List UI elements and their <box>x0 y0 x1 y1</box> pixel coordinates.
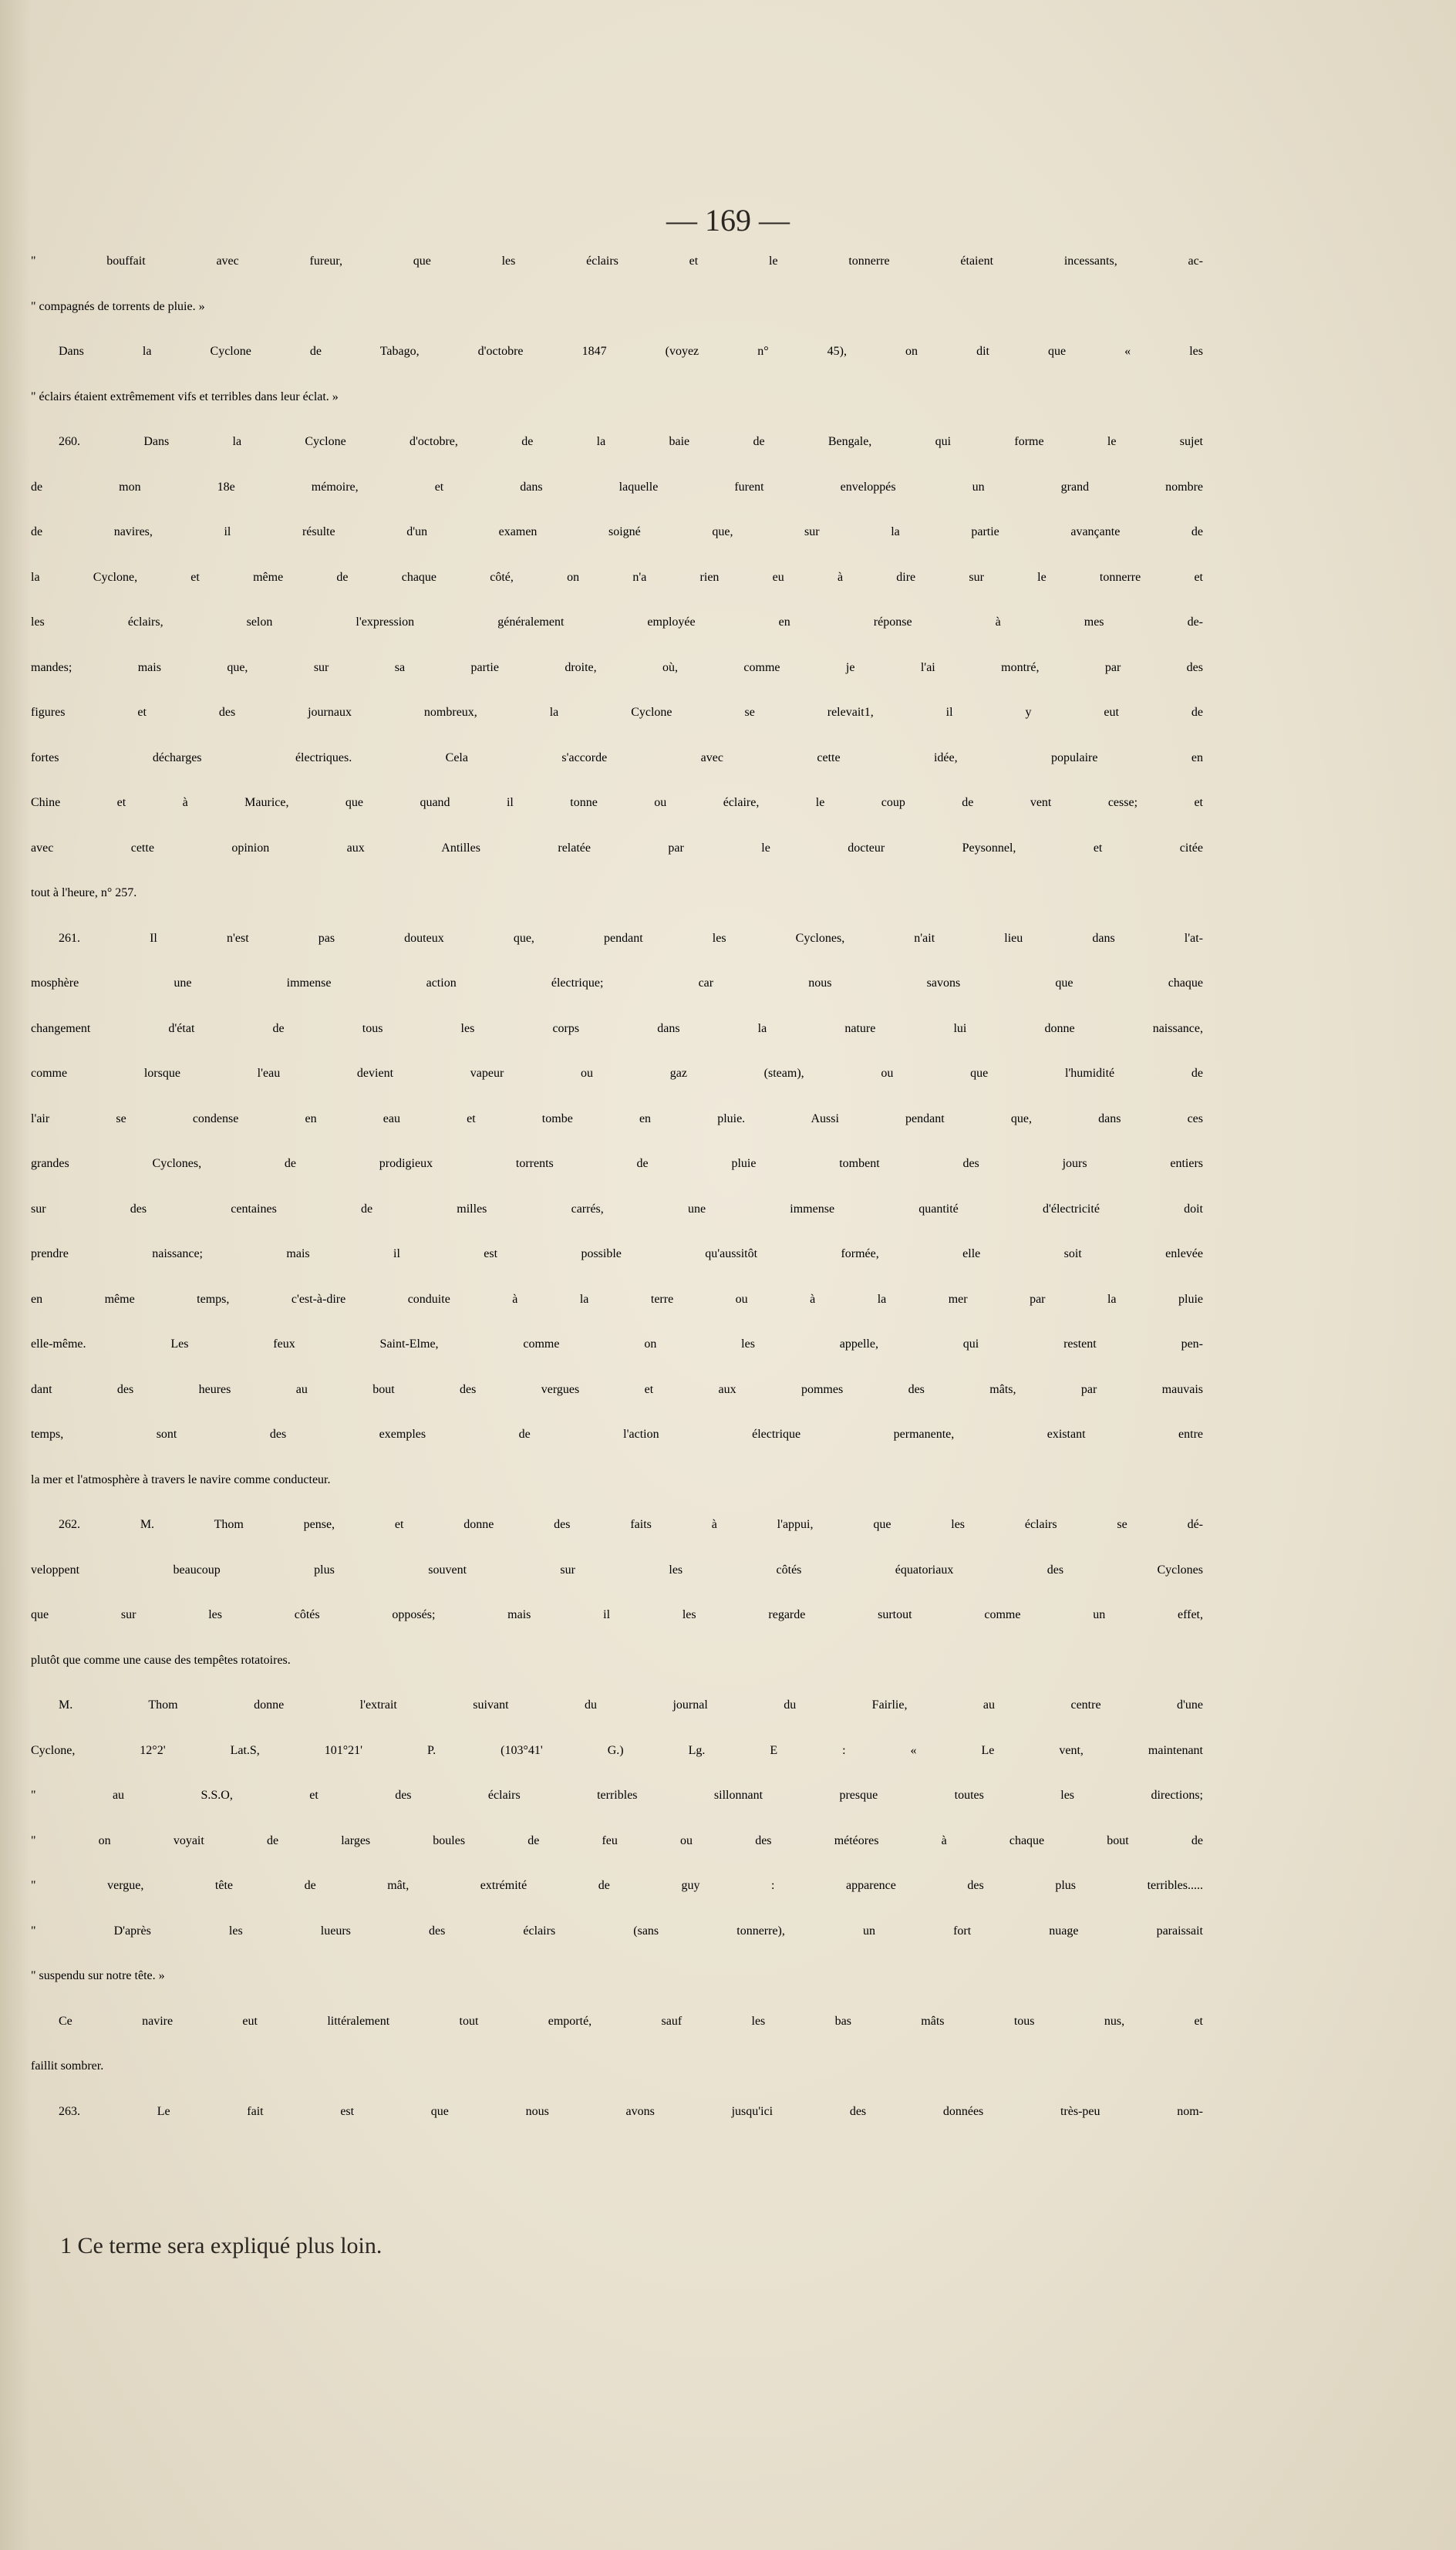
text-line: plutôt que comme une cause des tempêtes rotatoires. <box>31 1653 291 1667</box>
text-line: mandes; mais que, sur sa partie droite, où, comme je l'ai montré, par des <box>31 660 1203 674</box>
text-line: de navires, il résulte d'un examen soigné que, sur la partie avançante de <box>31 525 1203 538</box>
text-line: 260. Dans la Cyclone d'octobre, de la baie de Bengale, qui forme le sujet <box>59 435 1203 448</box>
text-line: sur des centaines de milles carrés, une immense quantité d'électricité doit <box>31 1202 1203 1216</box>
text-line: mosphère une immense action électrique; car nous savons que chaque <box>31 976 1203 990</box>
text-line: 261. Il n'est pas douteux que, pendant les Cyclones, n'ait lieu dans l'at- <box>59 931 1203 945</box>
text-line: changement d'état de tous les corps dans la nature lui donne naissance, <box>31 1021 1203 1035</box>
page-gutter-shadow <box>0 0 31 2550</box>
text-line: en même temps, c'est-à-dire conduite à la terre ou à la mer par la pluie <box>31 1292 1203 1306</box>
text-line: veloppent beaucoup plus souvent sur les côtés équatoriaux des Cyclones <box>31 1563 1203 1577</box>
text-line: " compagnés de torrents de pluie. » <box>31 299 205 313</box>
text-line: figures et des journaux nombreux, la Cyclone se relevait1, il y eut de <box>31 706 1203 719</box>
text-line: que sur les côtés opposés; mais il les regarde surtout comme un effet, <box>31 1608 1203 1621</box>
text-line: Ce navire eut littéralement tout emporté, sauf les bas mâts tous nus, et <box>59 2014 1203 2028</box>
text-line: l'air se condense en eau et tombe en pluie. Aussi pendant que, dans ces <box>31 1111 1203 1125</box>
text-line: comme lorsque l'eau devient vapeur ou gaz (steam), ou que l'humidité de <box>31 1067 1203 1080</box>
text-line: dant des heures au bout des vergues et aux pommes des mâts, par mauvais <box>31 1382 1203 1396</box>
text-line: Chine et à Maurice, que quand il tonne ou éclaire, le coup de vent cesse; et <box>31 796 1203 809</box>
text-line: 263. Le fait est que nous avons jusqu'ici des données très-peu nom- <box>59 2104 1203 2118</box>
text-line: les éclairs, selon l'expression généralement employée en réponse à mes de- <box>31 616 1203 629</box>
text-line: " éclairs étaient extrêmement vifs et terribles dans leur éclat. » <box>31 390 339 403</box>
text-line: M. Thom donne l'extrait suivant du journal du Fairlie, au centre d'une <box>59 1698 1203 1712</box>
text-line: Cyclone, 12°2' Lat.S, 101°21' P. (103°41' G.) Lg. E : « Le vent, maintenant <box>31 1743 1203 1757</box>
text-line: grandes Cyclones, de prodigieux torrents de pluie tombent des jours entiers <box>31 1157 1203 1170</box>
text-line: " vergue, tête de mât, extrémité de guy : apparence des plus terribles..... <box>31 1879 1203 1892</box>
footnote: 1 Ce terme sera expliqué plus loin. <box>60 2233 383 2258</box>
text-line: 262. M. Thom pense, et donne des faits à l'appui, que les éclairs se dé- <box>59 1518 1203 1531</box>
page-number-header: — 169 — <box>666 203 790 238</box>
text-line: " D'après les lueurs des éclairs (sans tonnerre), un fort nuage paraissait <box>31 1924 1203 1938</box>
text-line: faillit sombrer. <box>31 2059 104 2073</box>
body-text <box>31 255 1203 2150</box>
text-line: avec cette opinion aux Antilles relatée par le docteur Peysonnel, et citée <box>31 841 1203 855</box>
text-line: la Cyclone, et même de chaque côté, on n'a rien eu à dire sur le tonnerre et <box>31 570 1203 584</box>
text-line: de mon 18e mémoire, et dans laquelle furent enveloppés un grand nombre <box>31 480 1203 494</box>
text-line: prendre naissance; mais il est possible qu'aussitôt formée, elle soit enlevée <box>31 1247 1203 1260</box>
text-line: la mer et l'atmosphère à travers le navire comme conducteur. <box>31 1472 331 1486</box>
text-line: " on voyait de larges boules de feu ou des météores à chaque bout de <box>31 1833 1203 1847</box>
text-line: tout à l'heure, n° 257. <box>31 886 137 899</box>
text-line: " au S.S.O, et des éclairs terribles sillonnant presque toutes les directions; <box>31 1789 1203 1802</box>
text-line: " bouffait avec fureur, que les éclairs et le tonnerre étaient incessants, ac- <box>31 255 1203 268</box>
text-line: " suspendu sur notre tête. » <box>31 1969 165 1982</box>
text-line: Dans la Cyclone de Tabago, d'octobre 1847 (voyez n° 45), on dit que « les <box>59 345 1203 358</box>
text-line: fortes décharges électriques. Cela s'accorde avec cette idée, populaire en <box>31 750 1203 764</box>
text-line: temps, sont des exemples de l'action électrique permanente, existant entre <box>31 1428 1203 1441</box>
text-line: elle-même. Les feux Saint-Elme, comme on les appelle, qui restent pen- <box>31 1337 1203 1351</box>
